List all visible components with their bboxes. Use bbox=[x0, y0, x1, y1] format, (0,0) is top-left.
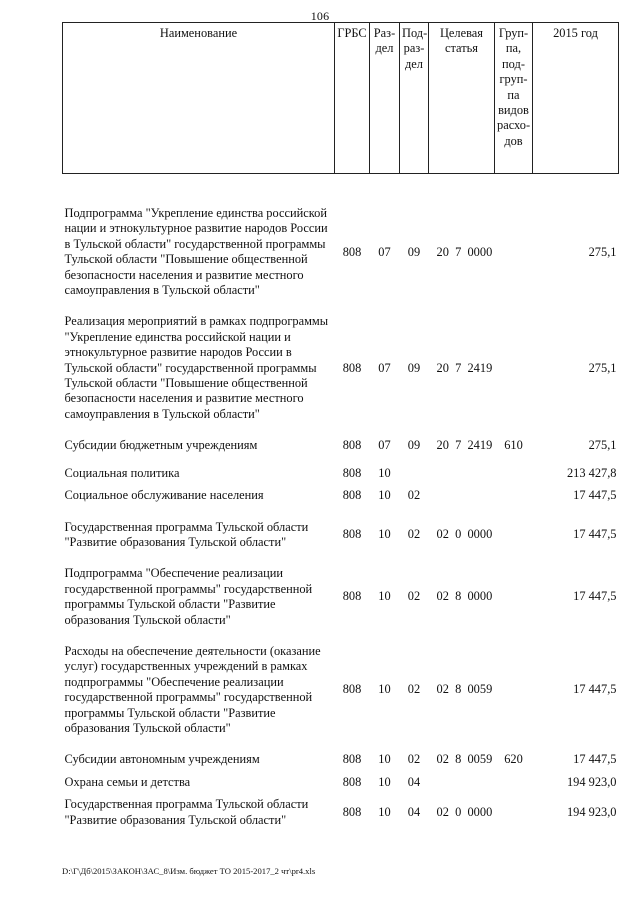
row-sum: 194 923,0 bbox=[566, 774, 617, 789]
row-podrazdel: 09 bbox=[407, 244, 421, 259]
row-grbs: 808 bbox=[342, 774, 362, 789]
row-spacer-cell bbox=[63, 628, 619, 644]
row-razdel: 10 bbox=[378, 774, 391, 789]
row-podrazdel: 04 bbox=[407, 804, 421, 819]
row-name: Реализация мероприятий в рамках подпрограммы "Укрепление единства российской нации и этнокультурное развитие народов России в Тульской области" государственной программы Тульской области "Повышение общественной безопасности населения и развитие местного самоуправления в Тульской области" bbox=[64, 314, 329, 421]
row-razdel: 10 bbox=[378, 465, 391, 480]
row-celevaya bbox=[429, 466, 495, 481]
row-podrazdel: 02 bbox=[407, 488, 421, 503]
row-gruppa bbox=[495, 466, 533, 481]
header-year: 2015 год bbox=[533, 23, 619, 174]
row-gruppa bbox=[495, 797, 533, 828]
row-razdel: 10 bbox=[378, 488, 391, 503]
row-celevaya bbox=[429, 775, 495, 790]
row-celevaya: 20 7 2419 bbox=[436, 438, 493, 453]
row-spacer bbox=[63, 768, 619, 775]
row-spacer-cell bbox=[63, 736, 619, 752]
row-podrazdel: 02 bbox=[407, 752, 421, 767]
row-spacer-cell bbox=[63, 504, 619, 520]
row-sum: 275,1 bbox=[588, 244, 617, 259]
row-gruppa bbox=[495, 314, 533, 422]
row-sum: 17 447,5 bbox=[573, 488, 617, 503]
row-gruppa bbox=[495, 488, 533, 503]
row-spacer bbox=[63, 422, 619, 438]
row-podrazdel: 04 bbox=[407, 774, 421, 789]
row-razdel: 07 bbox=[378, 438, 391, 453]
row-razdel: 07 bbox=[378, 244, 391, 259]
row-podrazdel bbox=[400, 466, 429, 481]
row-name: Социальное обслуживание населения bbox=[64, 488, 264, 503]
row-sum: 275,1 bbox=[588, 360, 617, 375]
table-body bbox=[63, 174, 619, 829]
row-podrazdel: 02 bbox=[407, 589, 421, 604]
row-celevaya: 20 7 2419 bbox=[436, 360, 493, 375]
row-celevaya: 02 0 0000 bbox=[436, 804, 493, 819]
row-gruppa bbox=[495, 206, 533, 298]
table-header bbox=[63, 23, 619, 174]
row-grbs: 808 bbox=[342, 438, 362, 453]
table-row bbox=[63, 520, 619, 551]
row-grbs: 808 bbox=[342, 488, 362, 503]
row-spacer-cell bbox=[63, 481, 619, 488]
row-celevaya: 02 8 0059 bbox=[436, 682, 493, 697]
row-name: Расходы на обеспечение деятельности (оказание услуг) государственных учреждений в рамках подпрограммы "Обеспечение реализации государственной программы" государственной программы Тульской области "Развитие образования Тульской области" bbox=[64, 643, 321, 735]
row-spacer bbox=[63, 628, 619, 644]
row-gruppa: 610 bbox=[504, 438, 523, 453]
row-spacer bbox=[63, 454, 619, 466]
row-sum: 17 447,5 bbox=[573, 682, 617, 697]
row-spacer-cell bbox=[63, 174, 619, 207]
row-podrazdel: 09 bbox=[407, 438, 421, 453]
header-grbs: ГРБС bbox=[335, 23, 370, 174]
table-row bbox=[63, 314, 619, 422]
row-name: Государственная программа Тульской области "Развитие образования Тульской области" bbox=[64, 797, 309, 827]
row-gruppa bbox=[495, 775, 533, 790]
row-sum: 213 427,8 bbox=[566, 465, 617, 480]
row-podrazdel: 09 bbox=[407, 360, 421, 375]
row-gruppa bbox=[495, 520, 533, 551]
row-grbs: 808 bbox=[342, 527, 362, 542]
row-celevaya: 02 8 0059 bbox=[436, 752, 493, 767]
row-razdel: 10 bbox=[378, 682, 391, 697]
row-podrazdel: 02 bbox=[407, 527, 421, 542]
table-row bbox=[63, 438, 619, 453]
row-grbs: 808 bbox=[342, 244, 362, 259]
row-gruppa bbox=[495, 644, 533, 736]
row-grbs: 808 bbox=[342, 752, 362, 767]
budget-table bbox=[62, 22, 619, 828]
page-number: 106 bbox=[310, 9, 330, 23]
table-row bbox=[63, 466, 619, 481]
row-sum: 194 923,0 bbox=[566, 804, 617, 819]
row-podrazdel: 02 bbox=[407, 682, 421, 697]
row-name: Подпрограмма "Укрепление единства российской нации и этнокультурное развитие народов России в Тульской области" государственной программы Тульской области "Повышение общественной безопасности населения и развитие местного самоуправления в Тульской области" bbox=[64, 206, 328, 298]
row-sum: 275,1 bbox=[588, 438, 617, 453]
row-gruppa bbox=[495, 566, 533, 628]
row-sum: 17 447,5 bbox=[573, 589, 617, 604]
row-name: Субсидии бюджетным учреждениям bbox=[64, 438, 258, 453]
row-razdel: 10 bbox=[378, 589, 391, 604]
header-gruppa: Груп- па, под- груп- па видов расхо- дов bbox=[495, 23, 533, 174]
row-spacer bbox=[63, 790, 619, 797]
row-celevaya: 02 0 0000 bbox=[436, 527, 493, 542]
row-razdel: 07 bbox=[378, 360, 391, 375]
row-spacer bbox=[63, 550, 619, 566]
table-row bbox=[63, 797, 619, 828]
table-row bbox=[63, 206, 619, 298]
table-row bbox=[63, 644, 619, 736]
row-spacer-cell bbox=[63, 298, 619, 314]
row-name: Субсидии автономным учреждениям bbox=[64, 752, 260, 767]
row-name: Государственная программа Тульской области "Развитие образования Тульской области" bbox=[64, 519, 309, 549]
row-spacer-cell bbox=[63, 768, 619, 775]
row-name: Подпрограмма "Обеспечение реализации государственной программы" государственной программы Тульской области "Развитие образования Тульской области" bbox=[64, 566, 313, 627]
header-podrazdel: Под- раз- дел bbox=[400, 23, 429, 174]
row-spacer bbox=[63, 298, 619, 314]
table-row bbox=[63, 775, 619, 790]
row-spacer-cell bbox=[63, 550, 619, 566]
row-grbs: 808 bbox=[342, 465, 362, 480]
header-celevaya: Целевая статья bbox=[429, 23, 495, 174]
row-celevaya: 02 8 0000 bbox=[436, 589, 493, 604]
table-row bbox=[63, 566, 619, 628]
row-spacer-cell bbox=[63, 454, 619, 466]
row-spacer bbox=[63, 174, 619, 207]
table-row bbox=[63, 752, 619, 767]
row-grbs: 808 bbox=[342, 682, 362, 697]
row-spacer bbox=[63, 504, 619, 520]
row-spacer-cell bbox=[63, 790, 619, 797]
row-sum: 17 447,5 bbox=[573, 527, 617, 542]
row-sum: 17 447,5 bbox=[573, 752, 617, 767]
row-name: Охрана семьи и детства bbox=[64, 774, 191, 789]
row-spacer bbox=[63, 736, 619, 752]
table-row bbox=[63, 488, 619, 503]
row-spacer bbox=[63, 481, 619, 488]
row-name: Социальная политика bbox=[64, 465, 180, 480]
header-name: Наименование bbox=[63, 23, 335, 174]
file-path-footer: D:\Г\Дб\2015\ЗАКОН\ЗАС_8\Изм. бюджет ТО 2015-2017_2 чт\pr4.xls bbox=[62, 866, 316, 876]
header-razdel: Раз- дел bbox=[370, 23, 400, 174]
row-razdel: 10 bbox=[378, 527, 391, 542]
row-razdel: 10 bbox=[378, 804, 391, 819]
row-gruppa: 620 bbox=[504, 752, 523, 767]
row-grbs: 808 bbox=[342, 804, 362, 819]
row-celevaya: 20 7 0000 bbox=[436, 244, 493, 259]
row-grbs: 808 bbox=[342, 589, 362, 604]
row-razdel: 10 bbox=[378, 752, 391, 767]
row-grbs: 808 bbox=[342, 360, 362, 375]
row-celevaya bbox=[429, 488, 495, 503]
row-spacer-cell bbox=[63, 422, 619, 438]
